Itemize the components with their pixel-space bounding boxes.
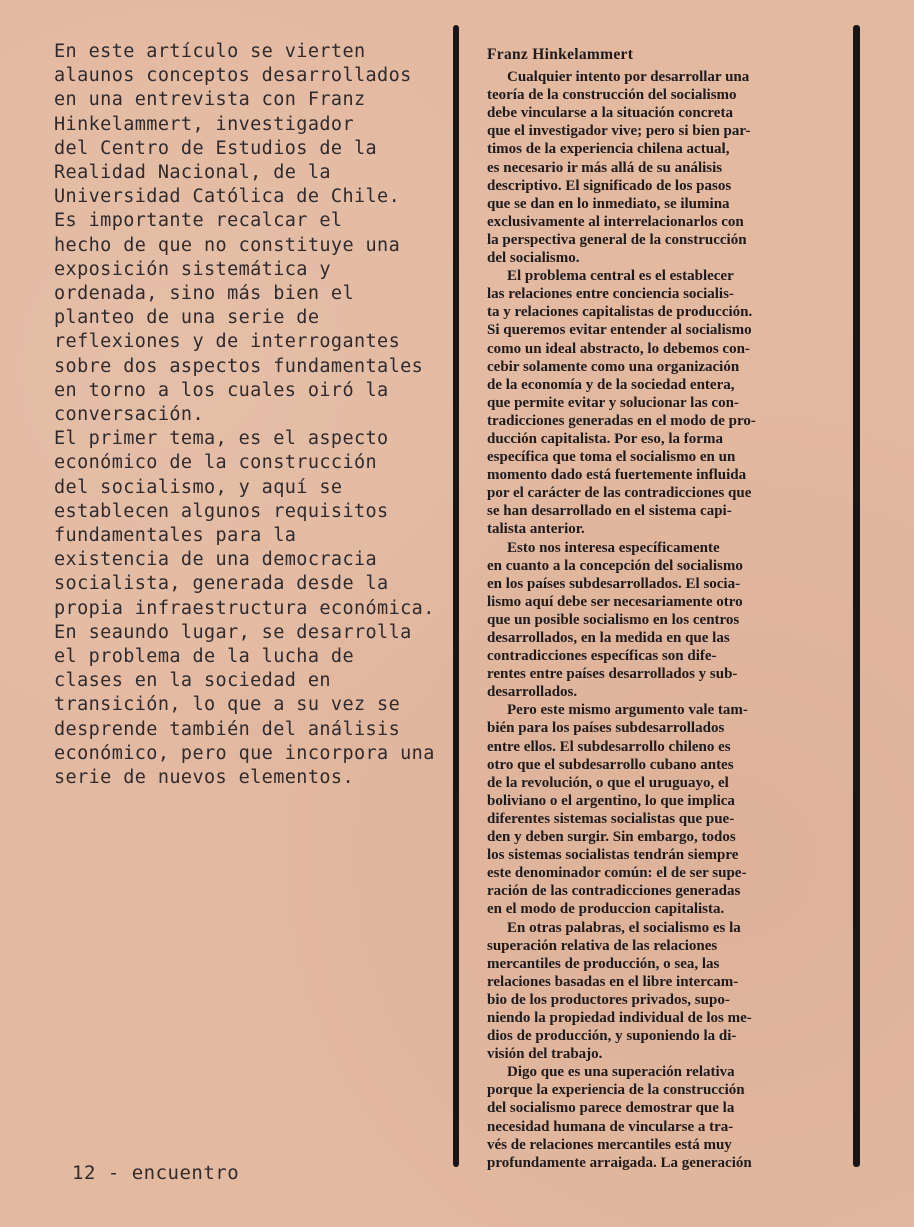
article-line: cebir solamente como una organización xyxy=(487,358,740,375)
article-line: los sistemas socialistas tendrán siempre xyxy=(487,847,739,864)
intro-line: sobre dos aspectos fundamentales xyxy=(54,355,424,377)
article-line: porque la experiencia de la construcción xyxy=(487,1082,745,1099)
article-line: que se dan en lo inmediato, se ilumina xyxy=(487,195,730,212)
article-line: visión del trabajo. xyxy=(487,1046,603,1063)
intro-line: hecho de que no constituye una xyxy=(54,234,401,256)
intro-line: En este artículo se vierten xyxy=(54,41,366,62)
article-line: descriptivo. El significado de los pasos xyxy=(487,177,732,194)
intro-line: Es importante recalcar el xyxy=(54,210,343,232)
article-line: ta y relaciones capitalistas de producción. xyxy=(487,304,753,321)
intro-line: fundamentales para la xyxy=(54,525,297,547)
intro-line: propia infraestructura económica. xyxy=(54,597,435,619)
article-line: superación relativa de las relaciones xyxy=(487,937,718,954)
article-line: ducción capitalista. Por eso, la forma xyxy=(487,430,723,447)
article-line: En otras palabras, el socialismo es la xyxy=(507,919,741,936)
article-line: Esto nos interesa específicamente xyxy=(507,539,720,556)
article-line: en el modo de produccion capitalista. xyxy=(487,901,725,918)
article-line: desarrollados, en la medida en que las xyxy=(487,630,730,646)
intro-line: del Centro de Estudios de la xyxy=(54,137,378,159)
intro-line: El primer tema, es el aspecto xyxy=(54,428,389,450)
intro-line: planteo de una serie de xyxy=(54,307,320,329)
article-line: niendo la propiedad individual de los me- xyxy=(487,1009,752,1026)
article-line: Pero este mismo argumento vale tam- xyxy=(507,702,748,719)
article-line: diferentes sistemas socialistas que pue- xyxy=(487,810,735,827)
article-line: que permite evitar y solucionar las con- xyxy=(487,394,739,411)
intro-line: reflexiones y de interrogantes xyxy=(54,331,401,353)
intro-line: económico, pero que incorpora una xyxy=(54,742,435,764)
article-line: den y deben surgir. Sin embargo, todos xyxy=(487,829,736,846)
author-name: Franz Hinkelammert xyxy=(487,46,634,63)
article-line: otro que el subdesarrollo cubano antes xyxy=(487,756,734,773)
intro-line: socialista, generada desde la xyxy=(54,573,389,595)
article-line: tradicciones generadas en el modo de pro- xyxy=(487,412,756,429)
article-line: por el carácter de las contradicciones que xyxy=(487,485,752,502)
article-line: necesidad humana de vincularse a tra- xyxy=(487,1118,734,1135)
article-line: El problema central es el establecer xyxy=(507,268,734,285)
article-line: que el investigador vive; pero si bien par- xyxy=(487,123,751,140)
article-line: es necesario ir más allá de su análisis xyxy=(487,159,723,176)
intro-line: económico de la construcción xyxy=(54,452,378,474)
article-column xyxy=(487,46,845,1172)
article-line: vés de relaciones mercantiles está muy xyxy=(487,1136,732,1153)
intro-line: transición, lo que a su vez se xyxy=(54,694,401,716)
article-line: del socialismo parece demostrar que la xyxy=(487,1100,735,1117)
article-line: desarrollados. xyxy=(487,684,578,701)
article-line: como un ideal abstracto, lo debemos con- xyxy=(487,340,750,357)
article-line: contradicciones específicas son dife- xyxy=(487,648,717,665)
intro-line: existencia de una democracia xyxy=(54,549,378,571)
intro-column xyxy=(54,40,454,790)
article-line: talista anterior. xyxy=(487,521,585,538)
article-line: debe vincularse a la situación concreta xyxy=(487,105,733,122)
article-body xyxy=(487,68,845,1172)
article-line: del socialismo. xyxy=(487,250,580,267)
intro-line: conversación. xyxy=(54,404,204,426)
intro-line: Realidad Nacional, de la xyxy=(54,162,331,184)
article-line: específica que toma el socialismo en un xyxy=(487,449,736,466)
article-line: Cualquier intento por desarrollar una xyxy=(507,69,750,86)
intro-line: clases en la sociedad en xyxy=(54,670,331,692)
intro-line: En seaundo lugar, se desarrolla xyxy=(54,621,412,643)
right-margin-rule xyxy=(853,25,860,1167)
article-line: lismo aquí debe ser necesariamente otro xyxy=(487,593,743,610)
article-line: entre ellos. El subdesarrollo chileno es xyxy=(487,738,731,755)
article-line: profundamente arraigada. La generación xyxy=(487,1154,752,1171)
article-line: de la revolución, o que el uruguayo, el xyxy=(487,774,729,791)
intro-line: ordenada, sino más bien el xyxy=(54,283,354,305)
intro-line: alaunos conceptos desarrollados xyxy=(54,65,412,87)
article-line: Si queremos evitar entender al socialismo xyxy=(487,322,752,339)
article-line: rentes entre países desarrollados y sub- xyxy=(487,666,738,683)
article-line: Digo que es una superación relativa xyxy=(507,1064,735,1081)
article-line: la perspectiva general de la construcción xyxy=(487,231,747,248)
article-line: boliviano o el argentino, lo que implica xyxy=(487,792,735,809)
article-line: teoría de la construcción del socialismo xyxy=(487,87,737,104)
article-line: en cuanto a la concepción del socialismo xyxy=(487,557,743,574)
intro-line: el problema de la lucha de xyxy=(54,646,354,668)
article-line: se han desarrollado en el sistema capi- xyxy=(487,503,732,520)
intro-line: Universidad Católica de Chile. xyxy=(54,186,401,208)
article-line: bién para los países subdesarrollados xyxy=(487,720,725,737)
intro-line: en una entrevista con Franz xyxy=(54,89,366,111)
intro-line: Hinkelammert, investigador xyxy=(54,113,354,135)
article-line: bio de los productores privados, supo- xyxy=(487,991,730,1008)
intro-line: desprende también del análisis xyxy=(54,718,401,740)
intro-line: establecen algunos requisitos xyxy=(54,500,389,522)
article-line: timos de la experiencia chilena actual, xyxy=(487,141,730,158)
article-line: exclusivamente al interrelacionarlos con xyxy=(487,213,744,230)
article-line: las relaciones entre conciencia socialis- xyxy=(487,286,734,303)
article-line: en los países subdesarrollados. El socia- xyxy=(487,575,741,592)
article-line: momento dado está fuertemente influida xyxy=(487,467,747,484)
column-divider-rule xyxy=(453,25,459,1167)
article-line: dios de producción, y suponiendo la di- xyxy=(487,1028,737,1045)
article-line: este denominador común: el de ser supe- xyxy=(487,865,747,882)
article-line: de la economía y de la sociedad entera, xyxy=(487,376,735,393)
intro-line: exposición sistemática y xyxy=(54,258,331,280)
article-line: que un posible socialismo en los centros xyxy=(487,611,740,628)
article-line: mercantiles de producción, o sea, las xyxy=(487,955,720,972)
intro-line: del socialismo, y aquí se xyxy=(54,476,343,498)
page-footer: 12 - encuentro xyxy=(72,1162,240,1184)
intro-line: en torno a los cuales oiró la xyxy=(54,379,389,401)
article-line: ración de las contradicciones generadas xyxy=(487,883,741,900)
article-line: relaciones basadas en el libre intercam- xyxy=(487,973,739,990)
intro-line: serie de nuevos elementos. xyxy=(54,767,354,789)
